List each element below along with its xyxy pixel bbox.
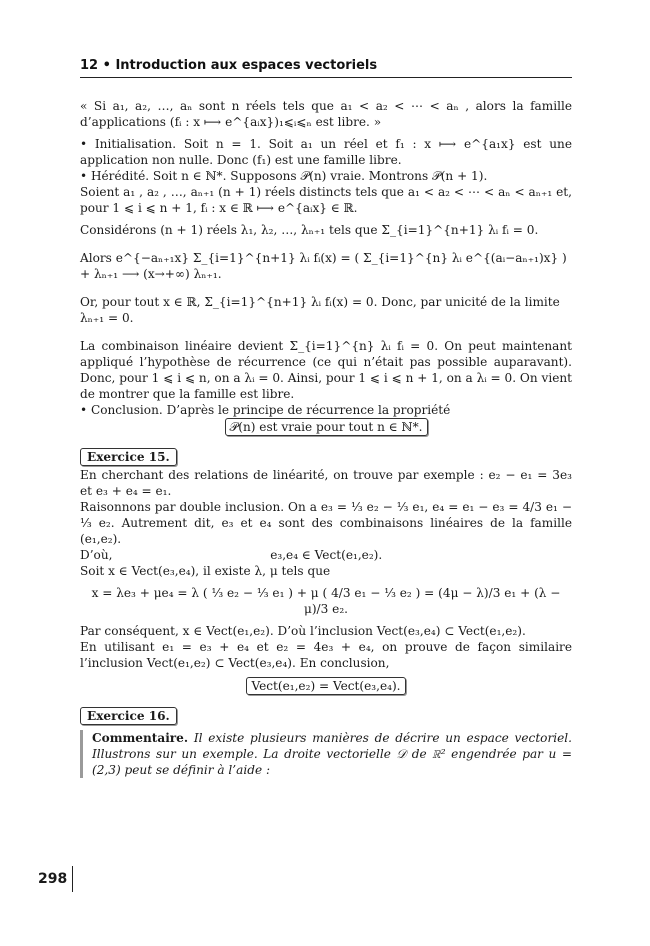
comment-label: Commentaire. [92,731,189,745]
exercise-16-title: Exercice 16. [80,707,177,725]
running-header: 12 • Introduction aux espaces vectoriels [80,58,378,73]
page-content [80,98,572,778]
ex16-comment-block [80,730,572,778]
conclusion-box: 𝒫(n) est vraie pour tout n ∈ ℕ*. [225,418,428,436]
ex15-donc-eq: e₃,e₄ ∈ Vect(e₁,e₂). [270,548,383,562]
exercise-15-title: Exercice 15. [80,448,177,466]
alors-line: Alors e^{−aₙ₊₁x} Σ_{i=1}^{n+1} λᵢ fᵢ(x) = ( Σ_{i=1}^{n} λᵢ e^{(aᵢ−aₙ₊₁)x} ) + λₙ₊₁ ⟶ (x→+∞) λₙ₊₁. [80,251,567,281]
initialisation-paragraph: • Initialisation. Soit n = 1. Soit a₁ un réel et f₁ : x ⟼ e^{a₁x} est une application non nulle. Donc (f₁) est une famille libre. [80,137,572,167]
heredite-paragraph: • Hérédité. Soit n ∈ ℕ*. Supposons 𝒫(n) vraie. Montrons 𝒫(n + 1). [80,169,488,183]
ex15-main-equation: x = λe₃ + μe₄ = λ ( ⅓ e₂ − ⅓ e₁ ) + μ ( 4/3 e₁ − ⅓ e₂ ) = (4μ − λ)/3 e₁ + (λ − μ)/3 e₂. [91,586,561,616]
ex15-line-1: En cherchant des relations de linéarité, on trouve par exemple : e₂ − e₁ = 3e₃ et e₃ + e₄ = e₁. [80,468,572,498]
ex15-line-2: Raisonnons par double inclusion. On a e₃ = ⅓ e₂ − ⅓ e₁, e₄ = e₁ − e₃ = 4/3 e₁ − ⅓ e₂. Autrement dit, e₃ et e₄ sont des combinaisons linéaires de la famille (e₁,e₂). [80,500,572,546]
considerons-line: Considérons (n + 1) réels λ₁, λ₂, …, λₙ₊₁ tels que Σ_{i=1}^{n+1} λᵢ fᵢ = 0. [80,223,539,237]
ex15-soit-line: Soit x ∈ Vect(e₃,e₄), il existe λ, μ tels que [80,564,331,578]
page-number-bar [72,866,73,892]
conclusion-line: • Conclusion. D’après le principe de récurrence la propriété [80,403,451,417]
quoted-statement: « Si a₁, a₂, …, aₙ sont n réels tels que a₁ < a₂ < ⋯ < aₙ , alors la famille d’applications (fᵢ : x ⟼ e^{aᵢx})₁⩽ᵢ⩽ₙ est libre. » [80,99,572,129]
ex15-donc-label: D’où, [80,548,113,562]
ex15-donc-line [80,547,572,563]
ex15-en-utilisant: En utilisant e₁ = e₃ + e₄ et e₂ = 4e₃ + e₄, on prouve de façon similaire l’inclusion Vect(e₁,e₂) ⊂ Vect(e₃,e₄). En conclusion, [80,640,572,670]
ex15-result-box: Vect(e₁,e₂) = Vect(e₃,e₄). [246,677,405,695]
comment-text: Il existe plusieurs manières de décrire un espace vectoriel. Illustrons sur un exemple. La droite vectorielle 𝒟 de ℝ² engendrée par u = (2,3) peut se définir à l’aide : [92,731,572,777]
ex15-par-consequent: Par conséquent, x ∈ Vect(e₁,e₂). D’où l’inclusion Vect(e₃,e₄) ⊂ Vect(e₁,e₂). [80,624,526,638]
or-line: Or, pour tout x ∈ ℝ, Σ_{i=1}^{n+1} λᵢ fᵢ(x) = 0. Donc, par unicité de la limite λₙ₊₁ = 0. [80,295,560,325]
soient-paragraph: Soient a₁ , a₂ , …, aₙ₊₁ (n + 1) réels distincts tels que a₁ < a₂ < ⋯ < aₙ < aₙ₊₁ et, pour 1 ⩽ i ⩽ n + 1, fᵢ : x ∈ ℝ ⟼ e^{aᵢx} ∈ ℝ. [80,185,572,215]
header-rule [80,77,572,78]
page-number: 298 [38,871,68,887]
combinaison-paragraph: La combinaison linéaire devient Σ_{i=1}^{n} λᵢ fᵢ = 0. On peut maintenant appliqué l’hypothèse de récurrence (ce qui n’était pas possible auparavant). Donc, pour 1 ⩽ i ⩽ n, on a λᵢ = 0. Ainsi, pour 1 ⩽ i ⩽ n + 1, on a λᵢ = 0. On vient de montrer que la famille est libre. [80,339,572,401]
